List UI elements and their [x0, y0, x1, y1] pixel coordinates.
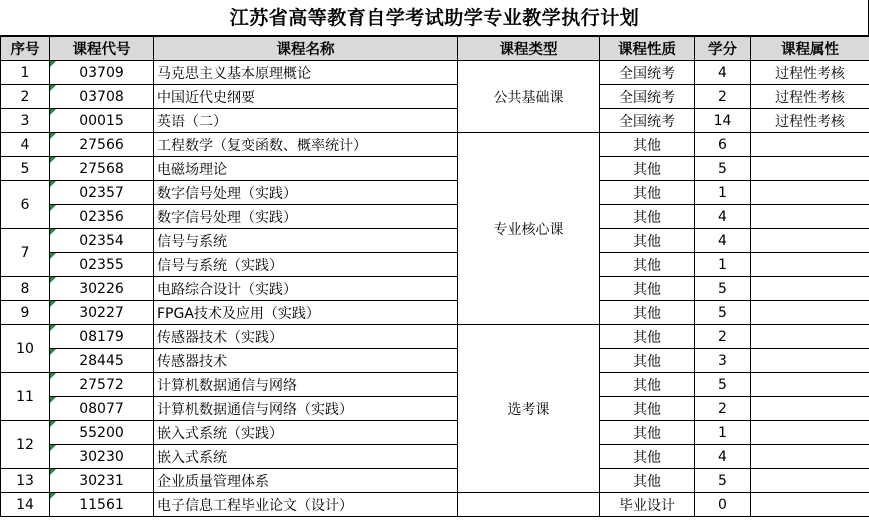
attr-cell [751, 325, 869, 349]
nature-cell: 其他 [600, 301, 695, 325]
credit-cell: 6 [695, 133, 751, 157]
name-cell: 电子信息工程毕业论文（设计） [154, 493, 458, 517]
attr-cell [751, 133, 869, 157]
code-cell: 27568 [50, 157, 154, 181]
header-credit: 学分 [695, 37, 751, 61]
nature-cell: 全国统考 [600, 109, 695, 133]
nature-cell: 其他 [600, 397, 695, 421]
seq-cell: 4 [1, 133, 50, 157]
name-cell: 传感器技术（实践） [154, 325, 458, 349]
nature-cell: 其他 [600, 205, 695, 229]
name-cell: 传感器技术 [154, 349, 458, 373]
code-cell: 30227 [50, 301, 154, 325]
credit-cell: 4 [695, 229, 751, 253]
code-cell: 02354 [50, 229, 154, 253]
table-row [1, 61, 869, 85]
code-cell: 03708 [50, 85, 154, 109]
table-row [1, 469, 869, 493]
table-row [1, 325, 869, 349]
seq-cell: 8 [1, 277, 50, 301]
nature-cell: 毕业设计 [600, 493, 695, 517]
name-cell: 中国近代史纲要 [154, 85, 458, 109]
attr-cell [751, 277, 869, 301]
code-cell: 02357 [50, 181, 154, 205]
attr-cell [751, 469, 869, 493]
attr-cell [751, 301, 869, 325]
name-cell: 信号与系统（实践） [154, 253, 458, 277]
code-cell: 02355 [50, 253, 154, 277]
name-cell: 工程数学（复变函数、概率统计） [154, 133, 458, 157]
code-cell: 00015 [50, 109, 154, 133]
credit-cell: 3 [695, 349, 751, 373]
code-cell: 55200 [50, 421, 154, 445]
attr-cell [751, 205, 869, 229]
name-cell: 英语（二） [154, 109, 458, 133]
name-cell: 计算机数据通信与网络 [154, 373, 458, 397]
seq-cell: 1 [1, 61, 50, 85]
header-row [1, 37, 869, 61]
code-cell: 11561 [50, 493, 154, 517]
attr-cell [751, 421, 869, 445]
nature-cell: 全国统考 [600, 61, 695, 85]
code-cell: 08179 [50, 325, 154, 349]
code-cell: 30230 [50, 445, 154, 469]
table-row [1, 253, 869, 277]
credit-cell: 4 [695, 61, 751, 85]
credit-cell: 5 [695, 157, 751, 181]
name-cell: 计算机数据通信与网络（实践） [154, 397, 458, 421]
table-row [1, 445, 869, 469]
code-cell: 02356 [50, 205, 154, 229]
credit-cell: 1 [695, 253, 751, 277]
name-cell: 数字信号处理（实践） [154, 181, 458, 205]
code-cell: 27566 [50, 133, 154, 157]
name-cell: FPGA技术及应用（实践） [154, 301, 458, 325]
table-row [1, 397, 869, 421]
attr-cell [751, 181, 869, 205]
credit-cell: 2 [695, 85, 751, 109]
credit-cell: 4 [695, 445, 751, 469]
credit-cell: 1 [695, 421, 751, 445]
nature-cell: 其他 [600, 373, 695, 397]
code-cell: 28445 [50, 349, 154, 373]
type-cell [458, 493, 600, 517]
nature-cell: 其他 [600, 157, 695, 181]
credit-cell: 2 [695, 325, 751, 349]
name-cell: 电路综合设计（实践） [154, 277, 458, 301]
code-cell: 27572 [50, 373, 154, 397]
nature-cell: 其他 [600, 133, 695, 157]
course-table [0, 36, 869, 517]
page-title: 江苏省高等教育自学考试助学专业教学执行计划 [0, 0, 869, 36]
table-row [1, 373, 869, 397]
seq-cell: 12 [1, 421, 50, 469]
name-cell: 马克思主义基本原理概论 [154, 61, 458, 85]
seq-cell: 13 [1, 469, 50, 493]
credit-cell: 0 [695, 493, 751, 517]
attr-cell [751, 445, 869, 469]
seq-cell: 14 [1, 493, 50, 517]
table-row [1, 493, 869, 517]
table-row [1, 277, 869, 301]
header-type: 课程类型 [458, 37, 600, 61]
seq-cell: 5 [1, 157, 50, 181]
header-code: 课程代号 [50, 37, 154, 61]
header-attr: 课程属性 [751, 37, 869, 61]
attr-cell [751, 397, 869, 421]
credit-cell: 2 [695, 397, 751, 421]
type-cell: 公共基础课 [458, 61, 600, 133]
credit-cell: 4 [695, 205, 751, 229]
attr-cell [751, 349, 869, 373]
credit-cell: 5 [695, 469, 751, 493]
table-row [1, 421, 869, 445]
attr-cell [751, 493, 869, 517]
nature-cell: 其他 [600, 349, 695, 373]
table-row [1, 205, 869, 229]
credit-cell: 5 [695, 277, 751, 301]
code-cell: 08077 [50, 397, 154, 421]
attr-cell: 过程性考核 [751, 85, 869, 109]
seq-cell: 7 [1, 229, 50, 277]
name-cell: 企业质量管理体系 [154, 469, 458, 493]
attr-cell [751, 157, 869, 181]
table-row [1, 85, 869, 109]
code-cell: 30226 [50, 277, 154, 301]
seq-cell: 9 [1, 301, 50, 325]
attr-cell [751, 229, 869, 253]
seq-cell: 3 [1, 109, 50, 133]
name-cell: 嵌入式系统 [154, 445, 458, 469]
nature-cell: 其他 [600, 277, 695, 301]
type-cell: 选考课 [458, 325, 600, 493]
table-row [1, 157, 869, 181]
attr-cell [751, 373, 869, 397]
table-row [1, 109, 869, 133]
code-cell: 03709 [50, 61, 154, 85]
credit-cell: 1 [695, 181, 751, 205]
name-cell: 数字信号处理（实践） [154, 205, 458, 229]
attr-cell: 过程性考核 [751, 61, 869, 85]
credit-cell: 14 [695, 109, 751, 133]
credit-cell: 5 [695, 373, 751, 397]
header-nature: 课程性质 [600, 37, 695, 61]
nature-cell: 其他 [600, 181, 695, 205]
credit-cell: 5 [695, 301, 751, 325]
nature-cell: 其他 [600, 253, 695, 277]
table-row [1, 301, 869, 325]
seq-cell: 10 [1, 325, 50, 373]
header-name: 课程名称 [154, 37, 458, 61]
nature-cell: 其他 [600, 421, 695, 445]
table-row [1, 229, 869, 253]
name-cell: 信号与系统 [154, 229, 458, 253]
attr-cell [751, 253, 869, 277]
name-cell: 嵌入式系统（实践） [154, 421, 458, 445]
nature-cell: 其他 [600, 325, 695, 349]
code-cell: 30231 [50, 469, 154, 493]
seq-cell: 2 [1, 85, 50, 109]
nature-cell: 全国统考 [600, 85, 695, 109]
type-cell: 专业核心课 [458, 133, 600, 325]
table-row [1, 181, 869, 205]
table-body [1, 61, 869, 517]
nature-cell: 其他 [600, 229, 695, 253]
table-row [1, 133, 869, 157]
seq-cell: 11 [1, 373, 50, 421]
nature-cell: 其他 [600, 469, 695, 493]
nature-cell: 其他 [600, 445, 695, 469]
attr-cell: 过程性考核 [751, 109, 869, 133]
seq-cell: 6 [1, 181, 50, 229]
name-cell: 电磁场理论 [154, 157, 458, 181]
header-seq: 序号 [1, 37, 50, 61]
table-row [1, 349, 869, 373]
